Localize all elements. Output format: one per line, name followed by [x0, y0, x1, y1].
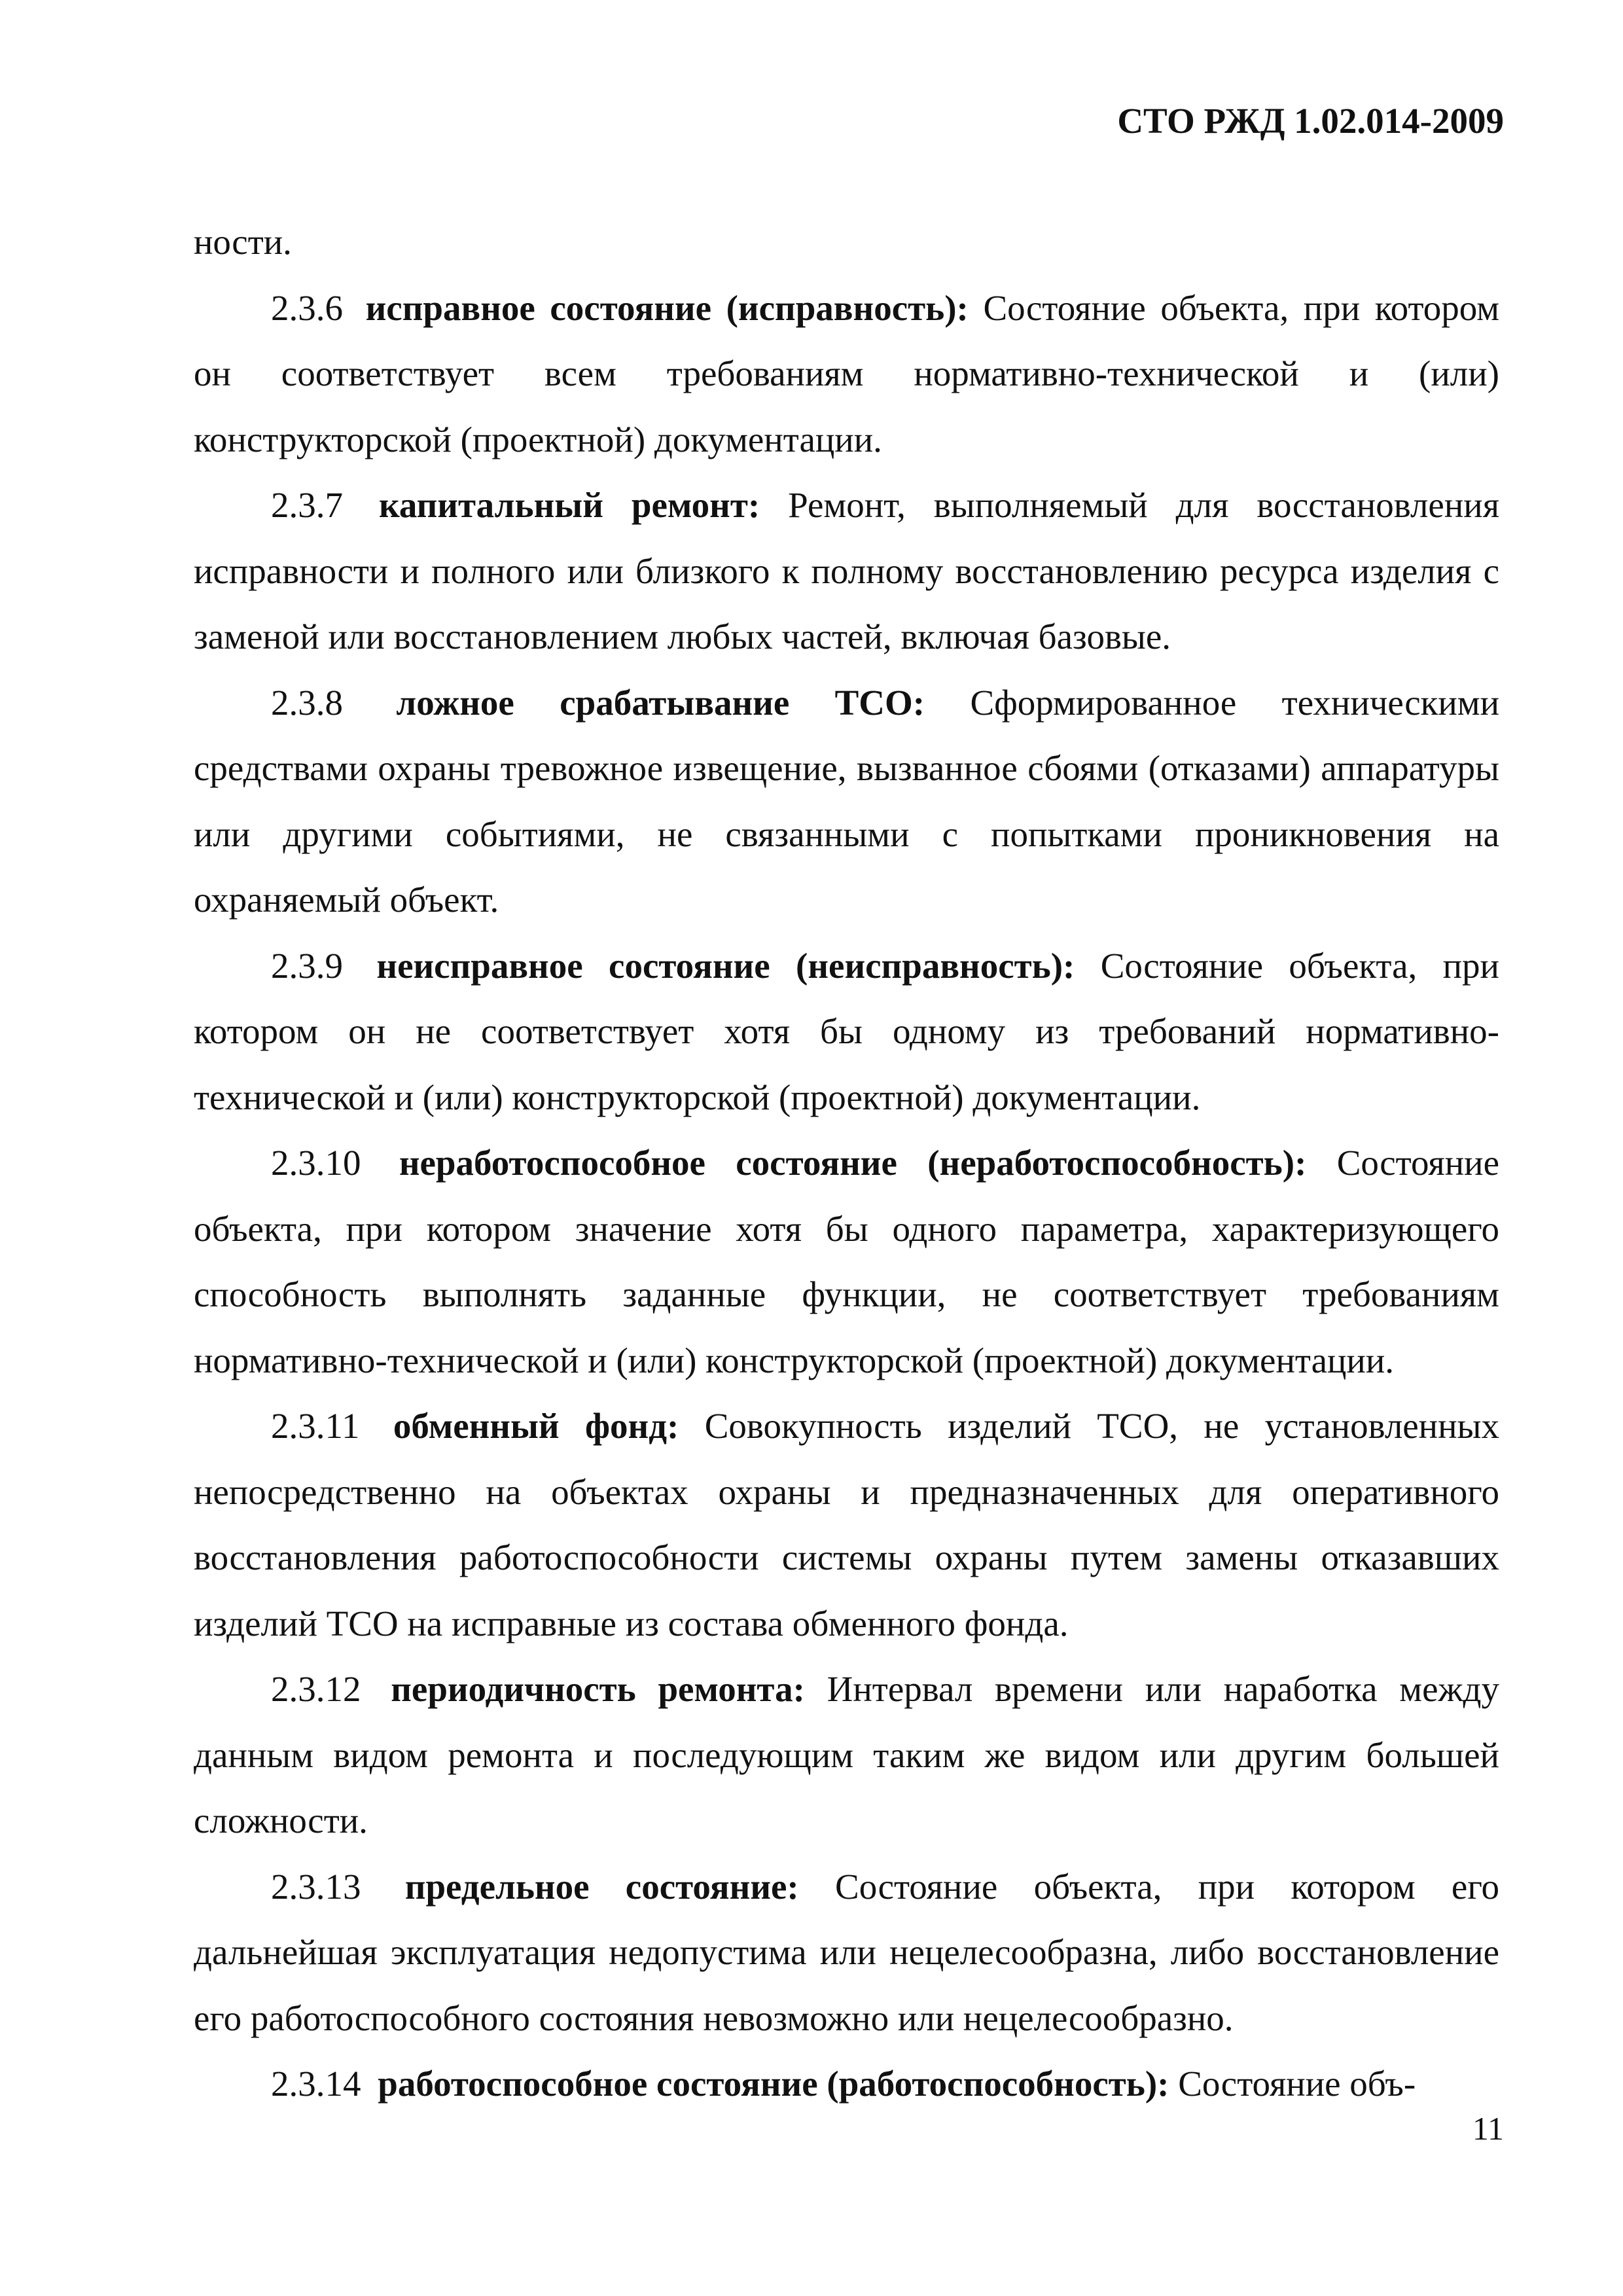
- definition-number: 2.3.12: [271, 1669, 361, 1709]
- definition-text: Ремонт, выполняемый для восстановления исправности и полного или близкого к полному восстановлению ресурса изделия с заменой или восстановлением любых частей, включая базовые.: [194, 485, 1499, 656]
- definition-text: Интервал времени или наработка между данным видом ремонта и последующим таким же видом или другим большей сложности.: [194, 1669, 1500, 1840]
- definition-term: обменный фонд:: [393, 1406, 679, 1446]
- definition-number: 2.3.8: [271, 682, 343, 723]
- definition-term: неработоспособное состояние (неработоспособность):: [399, 1143, 1307, 1183]
- definition-2-3-11: [194, 1393, 1499, 1657]
- definition-term: предельное состояние:: [404, 1866, 799, 1907]
- document-body: [194, 209, 1499, 2117]
- definition-text: Состояние объекта, при котором он соответствует всем требованиям нормативно-технической и (или) конструкторской (проектной) документации.: [194, 287, 1500, 459]
- definition-text: Состояние объекта, при котором он не соответствует хотя бы одному из требований нормативно-технической и (или) конструкторской (проектной) документации.: [194, 945, 1499, 1117]
- definition-number: 2.3.14: [271, 2064, 361, 2104]
- definition-2-3-6: [194, 276, 1499, 473]
- definition-term: исправное состояние (исправность):: [365, 287, 969, 328]
- definition-number: 2.3.10: [271, 1143, 361, 1183]
- definition-number: 2.3.9: [271, 945, 343, 986]
- definition-text: Состояние объ-: [1178, 2064, 1416, 2104]
- continuation-paragraph: ности.: [194, 222, 292, 262]
- definition-number: 2.3.6: [271, 287, 343, 328]
- page-number: 11: [1472, 2110, 1504, 2147]
- definition-term: периодичность ремонта:: [391, 1669, 805, 1709]
- document-header: СТО РЖД 1.02.014-2009: [1117, 101, 1504, 141]
- definition-text: Совокупность изделий ТСО, не установленных непосредственно на объектах охраны и предназначенных для оперативного восстановления работоспособности системы охраны путем замены отказавших изделий ТСО на исправные из состава обменного фонда.: [194, 1406, 1499, 1643]
- definition-2-3-14: [194, 2051, 1499, 2117]
- definition-2-3-13: [194, 1854, 1499, 2052]
- definition-term: работоспособное состояние (работоспособность):: [378, 2064, 1169, 2104]
- definition-text: Состояние объекта, при котором значение хотя бы одного параметра, характеризующего способность выполнять заданные функции, не соответствует требованиям нормативно-технической и (или) конструкторской (проектной) документации.: [194, 1143, 1500, 1380]
- definition-number: 2.3.7: [271, 485, 343, 525]
- definition-2-3-9: [194, 933, 1499, 1131]
- definition-term: ложное срабатывание ТСО:: [396, 682, 925, 723]
- definition-2-3-12: [194, 1657, 1499, 1854]
- definition-2-3-8: [194, 670, 1499, 933]
- definition-number: 2.3.13: [271, 1866, 361, 1907]
- definition-2-3-10: [194, 1130, 1499, 1393]
- definition-term: неисправное состояние (неисправность):: [376, 945, 1075, 986]
- definition-2-3-7: [194, 473, 1499, 670]
- definition-text: Сформированное техническими средствами охраны тревожное извещение, вызванное сбоями (отказами) аппаратуры или другими событиями, не связанными с попытками проникновения на охраняемый объект.: [194, 682, 1500, 920]
- definition-term: капитальный ремонт:: [378, 485, 760, 525]
- definition-number: 2.3.11: [271, 1406, 360, 1446]
- definition-text: Состояние объекта, при котором его дальнейшая эксплуатация недопустима или нецелесообразна, либо восстановление его работоспособного состояния невозможно или нецелесообразно.: [194, 1866, 1500, 2038]
